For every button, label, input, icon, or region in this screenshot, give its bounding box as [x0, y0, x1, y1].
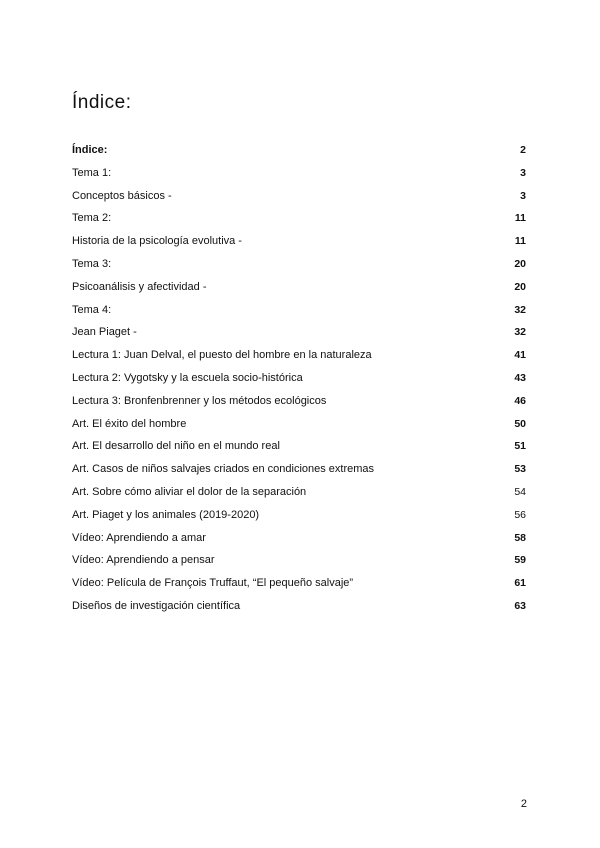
- toc-entry-label: Tema 3:: [72, 257, 112, 270]
- toc-entry[interactable]: [72, 440, 526, 463]
- toc-entry-page: 41: [514, 349, 526, 362]
- toc-entry-label: Tema 1:: [72, 166, 112, 179]
- toc-entry-page: 3: [520, 166, 526, 179]
- toc-entry[interactable]: [72, 554, 526, 577]
- toc-entry-label: Lectura 3: Bronfenbrenner y los métodos ecológicos: [72, 394, 327, 407]
- toc-entry[interactable]: [72, 577, 526, 600]
- toc-entry-label: Jean Piaget -: [72, 326, 137, 339]
- toc-entry-page: 46: [514, 394, 526, 407]
- toc-entry-label: Art. El éxito del hombre: [72, 417, 187, 430]
- toc-entry-label: Vídeo: Aprendiendo a amar: [72, 531, 206, 544]
- toc-entry-page: 32: [514, 303, 526, 316]
- table-of-contents: [72, 144, 526, 623]
- toc-entry-label: Art. Piaget y los animales (2019-2020): [72, 508, 260, 521]
- document-title: Índice:: [72, 92, 132, 113]
- toc-entry-page: 54: [514, 485, 526, 498]
- toc-entry-page: 2: [520, 144, 526, 156]
- toc-entry[interactable]: [72, 349, 526, 372]
- toc-entry-page: 43: [514, 371, 526, 384]
- toc-entry[interactable]: [72, 144, 526, 167]
- toc-entry[interactable]: [72, 326, 526, 349]
- toc-entry[interactable]: [72, 258, 526, 281]
- toc-entry[interactable]: [72, 304, 526, 327]
- toc-entry-label: Tema 2:: [72, 212, 112, 225]
- toc-entry-label: Psicoanálisis y afectividad -: [72, 280, 207, 293]
- toc-entry[interactable]: [72, 190, 526, 213]
- toc-entry-page: 53: [514, 463, 526, 476]
- toc-entry[interactable]: [72, 418, 526, 441]
- toc-entry[interactable]: [72, 167, 526, 190]
- toc-entry-page: 20: [514, 280, 526, 293]
- toc-entry[interactable]: [72, 486, 526, 509]
- toc-entry-page: 3: [520, 189, 526, 202]
- toc-entry-page: 20: [514, 257, 526, 270]
- toc-entry[interactable]: [72, 532, 526, 555]
- toc-entry-label: Historia de la psicología evolutiva -: [72, 235, 242, 248]
- toc-entry[interactable]: [72, 463, 526, 486]
- toc-entry-label: Lectura 2: Vygotsky y la escuela socio-histórica: [72, 371, 303, 384]
- toc-entry-page: 59: [514, 554, 526, 567]
- page-number: 2: [520, 798, 527, 810]
- toc-entry-label: Art. El desarrollo del niño en el mundo real: [72, 440, 280, 453]
- toc-entry[interactable]: [72, 509, 526, 532]
- toc-entry-page: 63: [514, 599, 526, 612]
- toc-entry[interactable]: [72, 600, 526, 623]
- toc-entry[interactable]: [72, 395, 526, 418]
- toc-entry-page: 51: [514, 440, 526, 453]
- toc-entry-page: 56: [514, 508, 526, 521]
- toc-entry-label: Art. Casos de niños salvajes criados en condiciones extremas: [72, 463, 375, 476]
- toc-entry-label: Tema 4:: [72, 303, 112, 316]
- toc-entry[interactable]: [72, 212, 526, 235]
- toc-entry-label: Art. Sobre cómo aliviar el dolor de la separación: [72, 485, 307, 498]
- toc-entry[interactable]: [72, 235, 526, 258]
- toc-entry-label: Vídeo: Aprendiendo a pensar: [72, 554, 215, 567]
- toc-entry[interactable]: [72, 372, 526, 395]
- toc-entry-page: 61: [514, 577, 526, 590]
- toc-entry-label: Índice:: [72, 144, 108, 156]
- toc-entry-page: 11: [514, 212, 526, 225]
- toc-entry-page: 11: [514, 235, 526, 248]
- toc-entry-label: Diseños de investigación científica: [72, 599, 241, 612]
- toc-entry-label: Conceptos básicos -: [72, 189, 172, 202]
- toc-entry-page: 58: [514, 531, 526, 544]
- toc-entry-label: Lectura 1: Juan Delval, el puesto del hombre en la naturaleza: [72, 349, 372, 362]
- toc-entry[interactable]: [72, 281, 526, 304]
- toc-entry-page: 32: [514, 326, 526, 339]
- toc-entry-label: Vídeo: Película de François Truffaut, “El pequeño salvaje”: [72, 577, 354, 590]
- toc-entry-page: 50: [514, 417, 526, 430]
